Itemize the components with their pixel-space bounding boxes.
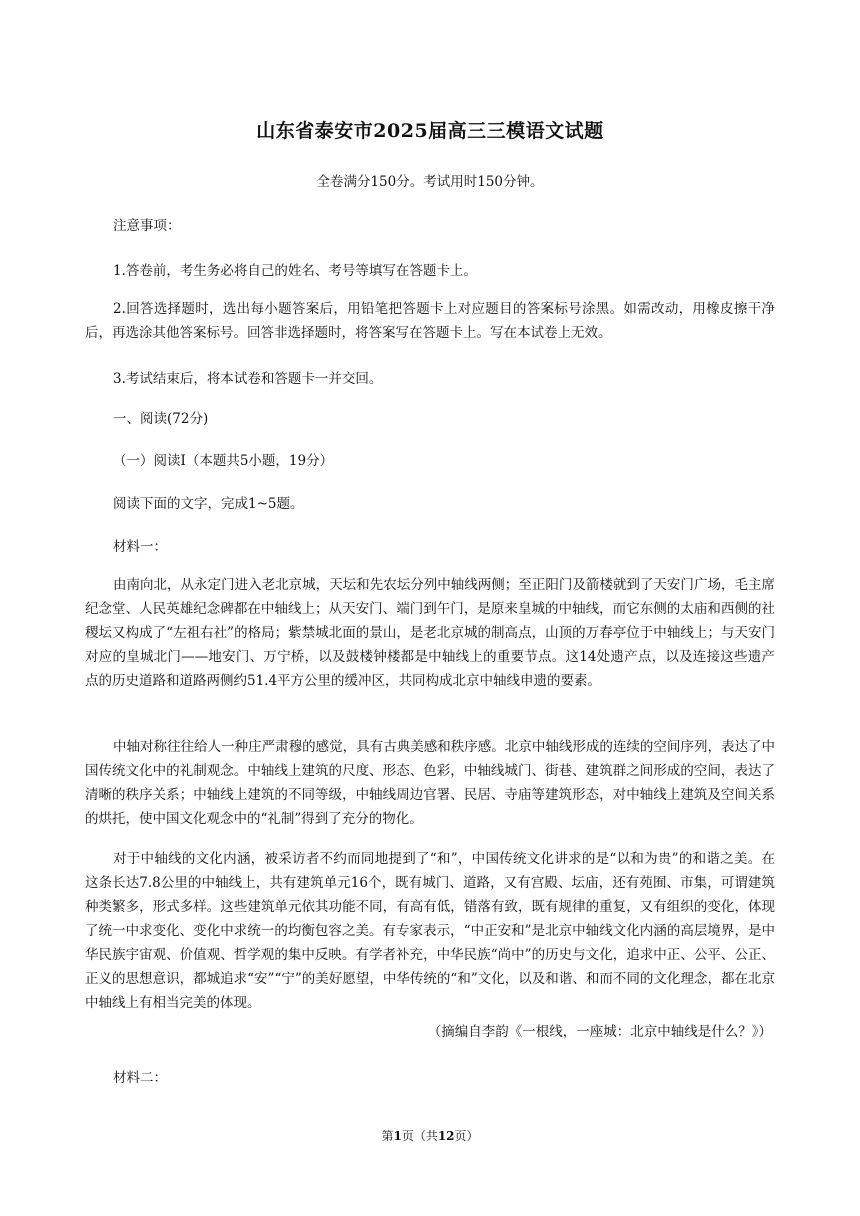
- material-1-paragraph: 由南向北，从永定门进入老北京城，天坛和先农坛分列中轴线两侧；至正阳门及箭楼就到了天安门广场，毛主席纪念堂、人民英雄纪念碑都在中轴线上；从天安门、端门到午门，是原来皇城的中轴线，而它东侧的太庙和西侧的社稷坛又构成了“左祖右社”的格局；紫禁城北面的景山，是老北京城的制高点，山顶的万春亭位于中轴线上；与天安门对应的皇城北门——地安门、万宁桥，以及鼓楼钟楼都是中轴线上的重要节点。这14处遗产点，以及连接这些遗产点的历史道路和道路两侧约51.4平方公里的缓冲区，共同构成北京中轴线申遗的要素。: [85, 577, 775, 689]
- material-1-label: 材料一：: [113, 539, 167, 555]
- material-1-paragraph: 中轴对称往往给人一种庄严肃穆的感觉，具有古典美感和秩序感。北京中轴线形成的连续的空间序列，表达了中国传统文化中的礼制观念。中轴线上建筑的尺度、形态、色彩，中轴线城门、街巷、建筑群之间形成的空间，表达了清晰的秩序关系；中轴线上建筑的不同等级，中轴线周边官署、民居、寺庙等建筑形态，对中轴线上建筑及空间关系的烘托，使中国文化观念中的“礼制”得到了充分的物化。: [85, 739, 775, 827]
- material-1-paragraph: 对于中轴线的文化内涵，被采访者不约而同地提到了“和”，中国传统文化讲求的是“以和为贵”的和谐之美。在这条长达7.8公里的中轴线上，共有建筑单元16个，既有城门、道路，又有宫殿、坛庙，还有苑囿、市集，可谓建筑种类繁多，形式多样。这些建筑单元依其功能不同，有高有低，错落有致，既有规律的重复，又有组织的变化，体现了统一中求变化、变化中求统一的均衡包容之美。有专家表示，“中正安和”是北京中轴线文化内涵的高层境界，是中华民族宇宙观、价值观、哲学观的集中反映。有学者补充，中华民族“尚中”的历史与文化，追求中正、公平、公正、正义的思想意识，都城追求“安”“宁”的美好愿望，中华传统的“和”文化，以及和谐、和而不同的文化理念，都在北京中轴线上有相当完美的体现。: [85, 851, 775, 1011]
- page-footer: [0, 1127, 860, 1144]
- source-citation: （摘编自李韵《一根线，一座城：北京中轴线是什么？》）: [427, 1024, 772, 1040]
- reading-instruction: 阅读下面的文字，完成1~5题。: [113, 496, 304, 512]
- footer-middle: 页（共: [401, 1129, 438, 1143]
- notice-item-3: 3.考试结束后，将本试卷和答题卡一并交回。: [113, 371, 383, 387]
- notice-item-2: 2.回答选择题时，选出每小题答案后，用铅笔把答题卡上对应题目的答案标号涂黑。如需改动，用橡皮擦干净后，再选涂其他答案标号。回答非选择题时，将答案写在答题卡上。写在本试卷上无效。: [85, 301, 775, 341]
- section-heading: 一、阅读(72分): [113, 411, 209, 427]
- page-title: 山东省泰安市2025届高三三模语文试题: [256, 120, 604, 142]
- exam-info: 全卷满分150分。考试用时150分钟。: [316, 174, 544, 190]
- page-number: 1: [393, 1129, 402, 1143]
- subsection-heading: （一）阅读Ⅰ（本题共5小题，19分）: [113, 453, 334, 469]
- footer-prefix: 第: [381, 1129, 394, 1143]
- material-2-label: 材料二：: [113, 1070, 167, 1086]
- footer-suffix: 页）: [454, 1129, 479, 1143]
- notice-item-1: 1.答卷前，考生务必将自己的姓名、考号等填写在答题卡上。: [113, 263, 477, 279]
- notice-heading: 注意事项：: [113, 218, 181, 234]
- page-total: 12: [437, 1129, 455, 1143]
